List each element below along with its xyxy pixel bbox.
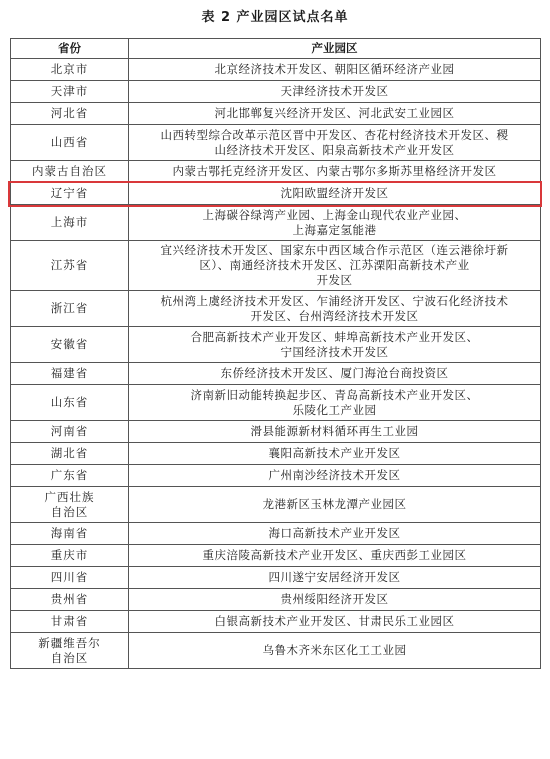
- province-cell: 重庆市: [11, 545, 129, 567]
- table-row: [11, 183, 541, 205]
- table-title: 表 2 产业园区试点名单: [201, 10, 349, 25]
- province-cell: 安徽省: [11, 327, 129, 363]
- parks-cell: 海口高新技术产业开发区: [129, 523, 541, 545]
- parks-cell: 贵州绥阳经济开发区: [129, 589, 541, 611]
- province-cell: 贵州省: [11, 589, 129, 611]
- province-cell: 新疆维吾尔 自治区: [11, 633, 129, 669]
- province-cell: 四川省: [11, 567, 129, 589]
- parks-cell: 天津经济技术开发区: [129, 81, 541, 103]
- table-row: [11, 81, 541, 103]
- parks-cell: 广州南沙经济技术开发区: [129, 465, 541, 487]
- parks-cell: 白银高新技术产业开发区、甘肃民乐工业园区: [129, 611, 541, 633]
- table-row: [11, 385, 541, 421]
- province-cell: 江苏省: [11, 241, 129, 291]
- table-row: [11, 205, 541, 241]
- parks-cell: 沈阳欧盟经济开发区: [129, 183, 541, 205]
- industrial-park-table: [10, 38, 541, 669]
- province-cell: 天津市: [11, 81, 129, 103]
- province-cell: 山东省: [11, 385, 129, 421]
- province-cell: 河北省: [11, 103, 129, 125]
- table-row: [11, 487, 541, 523]
- parks-cell: 襄阳高新技术产业开发区: [129, 443, 541, 465]
- province-cell: 内蒙古自治区: [11, 161, 129, 183]
- parks-cell: 东侨经济技术开发区、厦门海沧台商投资区: [129, 363, 541, 385]
- table-row: [11, 421, 541, 443]
- province-cell: 海南省: [11, 523, 129, 545]
- parks-cell: 重庆涪陵高新技术产业开发区、重庆西彭工业园区: [129, 545, 541, 567]
- table-row: [11, 291, 541, 327]
- parks-cell: 上海碳谷绿湾产业园、上海金山现代农业产业园、 上海嘉定氢能港: [129, 205, 541, 241]
- parks-cell: 杭州湾上虞经济技术开发区、乍浦经济开发区、宁波石化经济技术 开发区、台州湾经济技术开发区: [129, 291, 541, 327]
- province-cell: 广西壮族 自治区: [11, 487, 129, 523]
- table-row: [11, 443, 541, 465]
- table-row: [11, 103, 541, 125]
- province-cell: 河南省: [11, 421, 129, 443]
- table-row: [11, 59, 541, 81]
- parks-cell: 合肥高新技术产业开发区、蚌埠高新技术产业开发区、 宁国经济技术开发区: [129, 327, 541, 363]
- table-row: [11, 241, 541, 291]
- province-cell: 北京市: [11, 59, 129, 81]
- table-row: [11, 589, 541, 611]
- table-row: [11, 633, 541, 669]
- province-cell: 上海市: [11, 205, 129, 241]
- parks-cell: 河北邯郸复兴经济开发区、河北武安工业园区: [129, 103, 541, 125]
- parks-cell: 滑县能源新材料循环再生工业园: [129, 421, 541, 443]
- province-cell: 甘肃省: [11, 611, 129, 633]
- province-cell: 浙江省: [11, 291, 129, 327]
- province-cell: 广东省: [11, 465, 129, 487]
- table-row: [11, 523, 541, 545]
- table-row: [11, 545, 541, 567]
- province-cell: 山西省: [11, 125, 129, 161]
- table-body: [11, 59, 541, 669]
- province-cell: 福建省: [11, 363, 129, 385]
- table-row: [11, 363, 541, 385]
- parks-cell: 济南新旧动能转换起步区、青岛高新技术产业开发区、 乐陵化工产业园: [129, 385, 541, 421]
- table-row: [11, 125, 541, 161]
- table-row: [11, 161, 541, 183]
- table-header-row: [11, 39, 541, 59]
- table-row: [11, 567, 541, 589]
- province-cell: 湖北省: [11, 443, 129, 465]
- header-province: 省份: [11, 39, 129, 59]
- parks-cell: 内蒙古鄂托克经济开发区、内蒙古鄂尔多斯苏里格经济开发区: [129, 161, 541, 183]
- parks-cell: 乌鲁木齐米东区化工工业园: [129, 633, 541, 669]
- parks-cell: 山西转型综合改革示范区晋中开发区、杏花村经济技术开发区、稷 山经济技术开发区、阳泉高新技术产业开发区: [129, 125, 541, 161]
- table-row: [11, 611, 541, 633]
- parks-cell: 龙港新区玉林龙潭产业园区: [129, 487, 541, 523]
- parks-cell: 宜兴经济技术开发区、国家东中西区域合作示范区（连云港徐圩新 区）、南通经济技术开发区、江苏溧阳高新技术产业 开发区: [129, 241, 541, 291]
- table-row: [11, 327, 541, 363]
- province-cell: 辽宁省: [11, 183, 129, 205]
- table-row: [11, 465, 541, 487]
- parks-cell: 北京经济技术开发区、朝阳区循环经济产业园: [129, 59, 541, 81]
- parks-cell: 四川遂宁安居经济开发区: [129, 567, 541, 589]
- header-parks: 产业园区: [129, 39, 541, 59]
